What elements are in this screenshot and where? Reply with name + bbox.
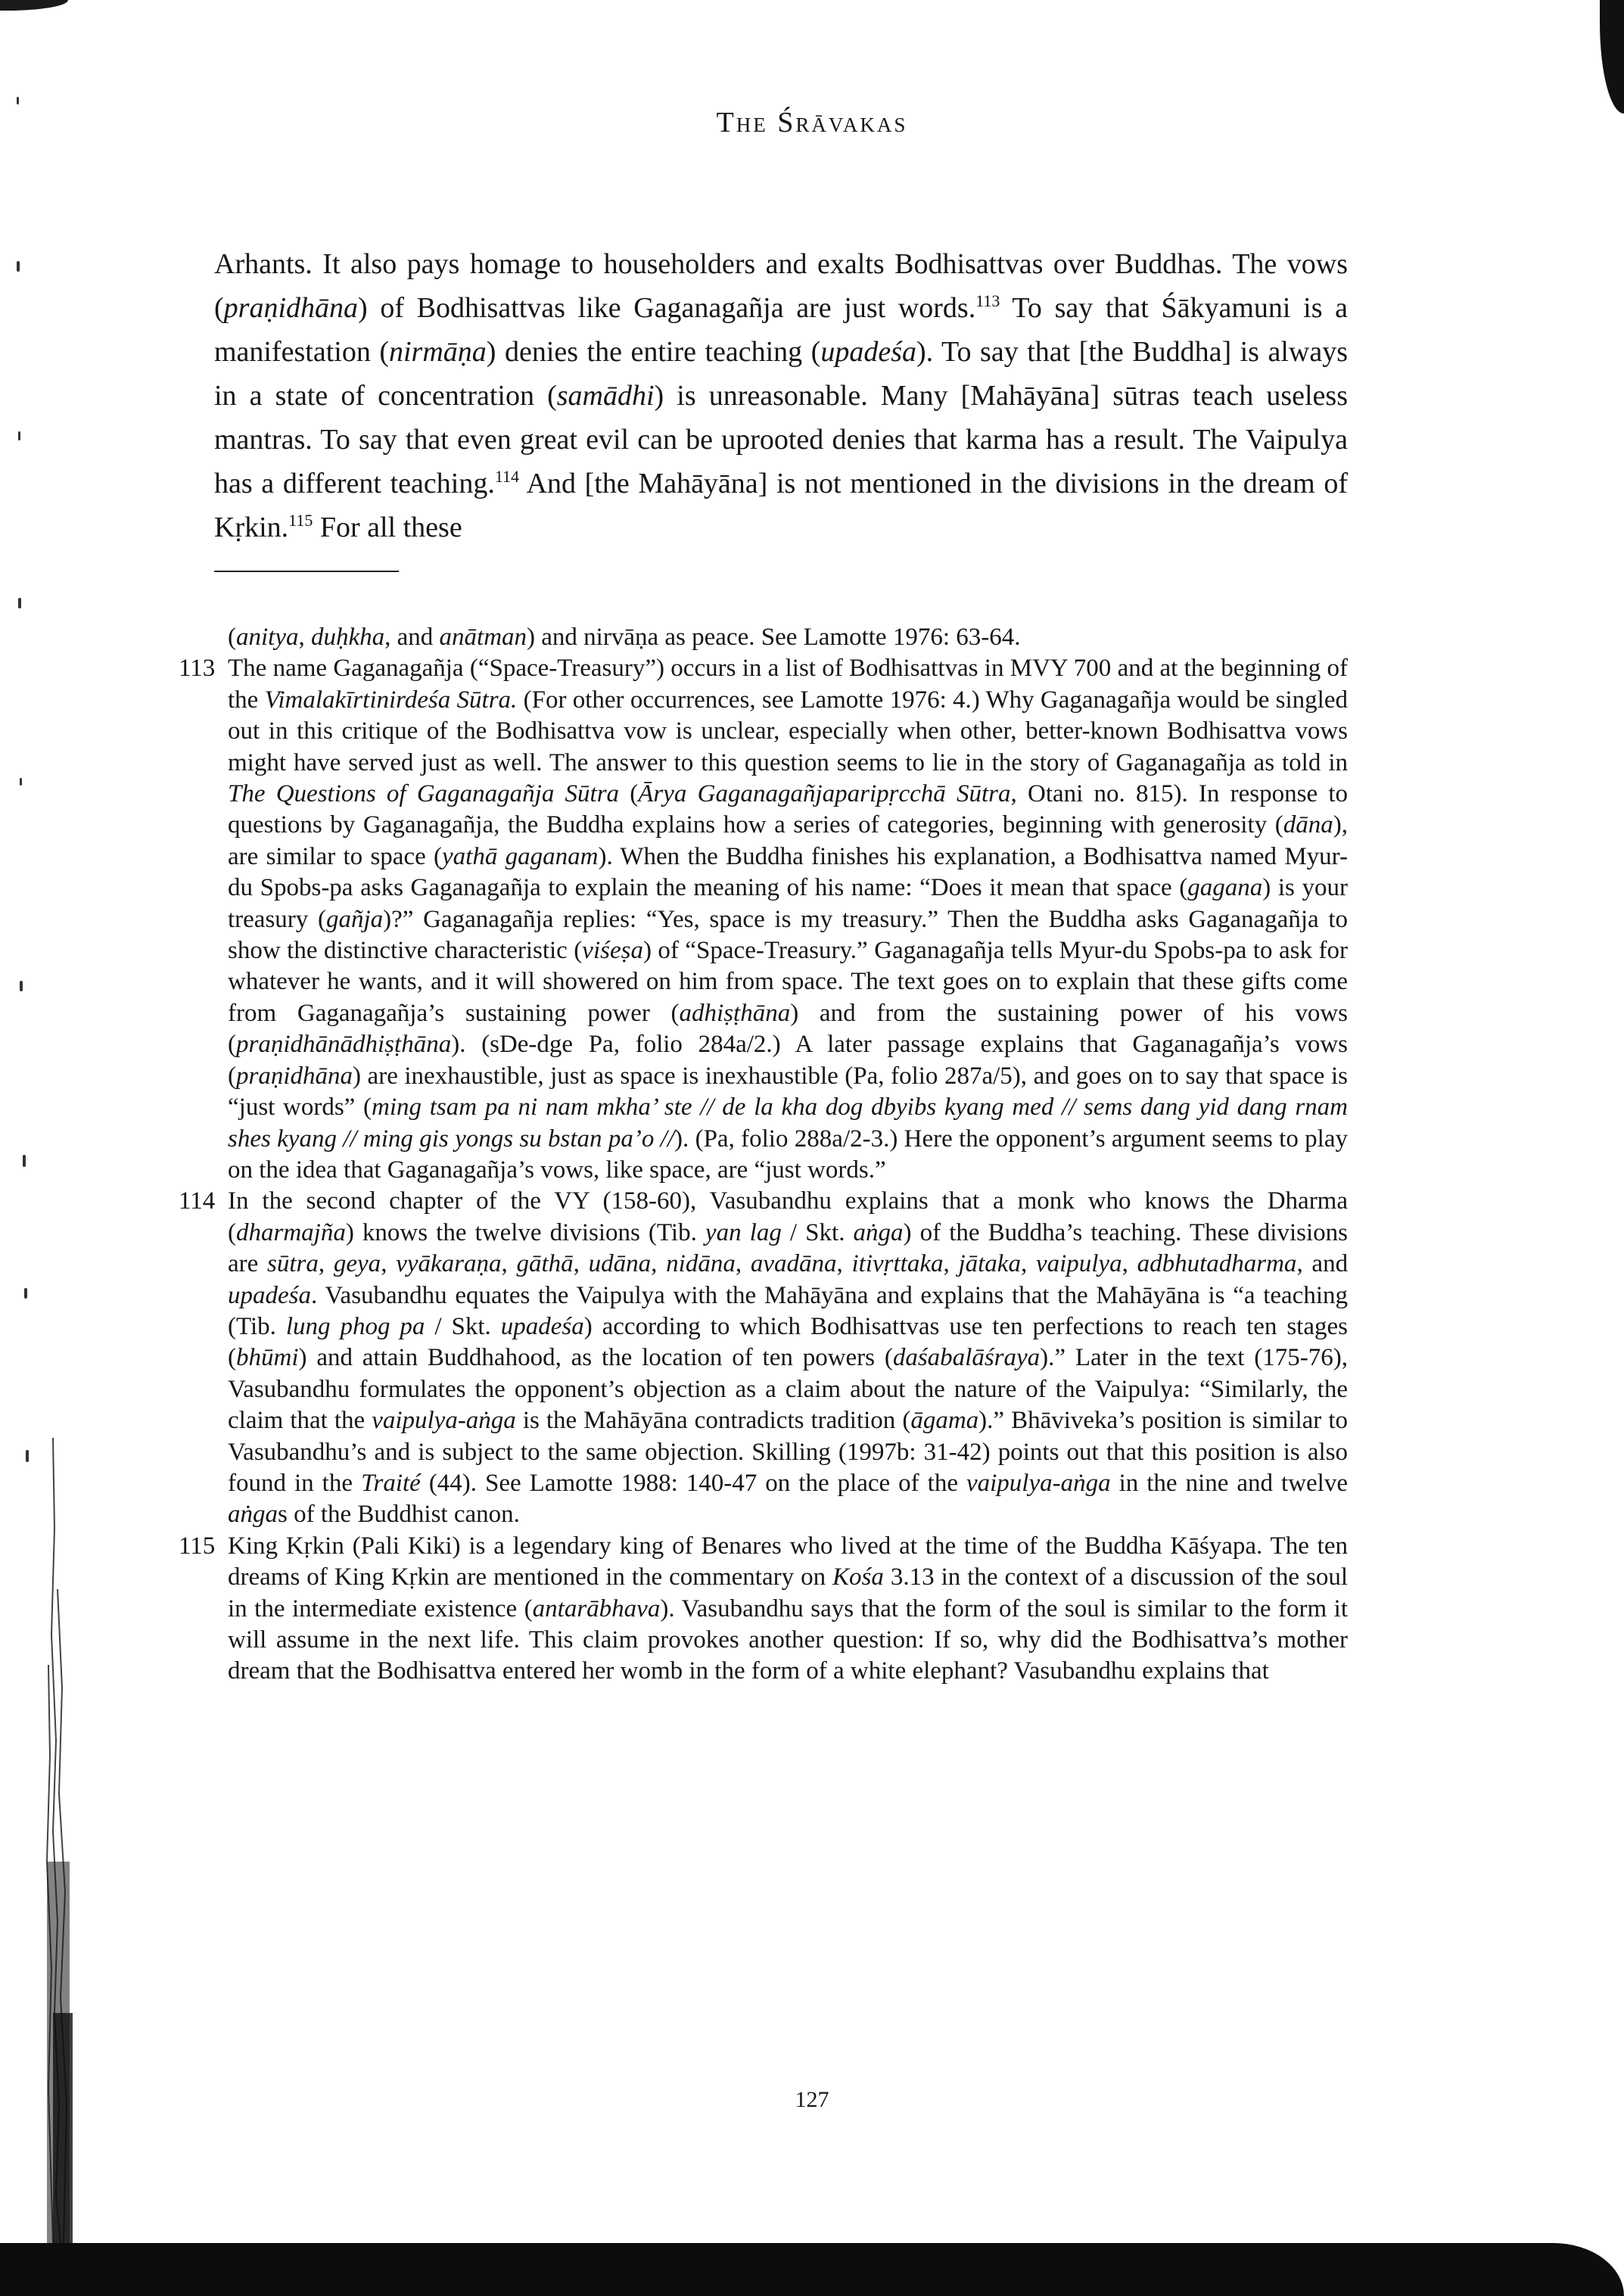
text-run: ). To say that [the Buddha] is always in a state of concentration ( <box>214 336 1348 412</box>
footnote-ref: 114 <box>494 467 520 486</box>
text-run: ). Vasubandhu says that the form of the soul is similar to the form it will assume in the next life. This claim provokes another question: If so, why did the Bodhisattva’s mother dream that the Bodhisattva entered her womb in the form of a white elephant? Vasubandhu explains that <box>228 1594 1348 1685</box>
footnote-continuation <box>179 622 1348 653</box>
text-run: ( <box>619 780 639 808</box>
text-run: , <box>381 1250 397 1278</box>
italic-term: gāthā <box>516 1250 574 1278</box>
italic-term: Vimalakīrtinirdeśa Sūtra. <box>264 686 518 714</box>
text-run: , <box>501 1250 517 1278</box>
footnote-number: 113 <box>179 655 216 683</box>
text-run: ) is unreasonable. Many [Mahāyāna] sūtras teach useless mantras. To say that even great evil can be uprooted denies that karma has a result. The Vaipulya has a different teaching. <box>214 380 1348 499</box>
italic-term: avadāna <box>750 1250 837 1278</box>
italic-term: vaipulya-aṅga <box>372 1407 516 1435</box>
italic-term: ming tsam pa ni nam mkha’ ste // de la kha dog dbyibs kyang med // sems dang yid dang rnam shes kyang // ming gis yongs su bstan pa’o // <box>228 1094 1348 1153</box>
italic-term: bhūmi <box>236 1344 299 1372</box>
italic-term: praṇidhāna <box>223 292 359 324</box>
text-run: In the second chapter of the VY (158-60), Vasubandhu explains that a monk who knows the Dharma ( <box>228 1187 1348 1246</box>
text-run: 3.13 in the context of a discussion of the soul in the intermediate existence ( <box>228 1563 1348 1622</box>
margin-mark <box>18 598 21 608</box>
footnote-ref: 115 <box>288 511 313 530</box>
text-run: in the nine and twelve <box>1110 1469 1348 1497</box>
scan-shadow-top-left <box>0 0 68 11</box>
body-text <box>214 242 1348 549</box>
text-run: ).” Bhāviveka’s position is similar to Vasubandhu’s and is subject to the same objection. Skilling (1997b: 31-42) points out that this position is also found in the <box>228 1407 1348 1497</box>
footnote-number: 115 <box>179 1532 216 1560</box>
text-run: . Vasubandhu equates the Vaipulya with the Mahāyāna and explains that the Mahāyāna is “a teaching (Tib. <box>228 1281 1348 1340</box>
text-run: / Skt. <box>425 1312 501 1340</box>
text-run: ). (sDe-dge Pa, folio 284a/2.) A later passage explains that Gaganagañja’s vows ( <box>228 1031 1348 1090</box>
italic-term: dāna <box>1283 811 1333 839</box>
scan-shadow-bottom <box>0 2243 1624 2296</box>
text-run: ). When the Buddha finishes his explanation, a Bodhisattva named Myur-du Spobs-pa asks Gaganagañja to explain the meaning of his name: “Does it mean that space ( <box>228 842 1348 902</box>
text-run: Arhants. It also pays homage to householders and exalts Bodhisattvas over Buddhas. The vows ( <box>214 248 1348 324</box>
italic-term: Ārya Gaganagañjaparipṛcchā Sūtra <box>638 780 1011 808</box>
italic-term: adhiṣṭhāna <box>679 999 791 1027</box>
italic-term: upadeśa <box>500 1312 584 1340</box>
margin-mark <box>26 1450 29 1462</box>
text-run: , <box>1020 1250 1036 1278</box>
italic-term: vaipulya <box>1035 1250 1122 1278</box>
italic-term: aṅga <box>853 1218 904 1246</box>
text-run: ( <box>228 624 236 651</box>
italic-term: upadeśa <box>820 336 916 368</box>
text-run: (For other occurrences, see Lamotte 1976: 4.) Why Gaganagañja would be singled out in this critique of the Bodhisattva vow is unclear, especially when other, better-known Bodhisattva vows might have served just as well. The answer to this question seems to lie in the story of Gaganagañja as told in <box>228 686 1348 776</box>
text-run: , <box>651 1250 667 1278</box>
italic-term: vaipulya-aṅga <box>966 1469 1111 1497</box>
text-run: And [the Mahāyāna] is not mentioned in the divisions in the dream of Kṛkin. <box>214 468 1348 543</box>
footnote-rule <box>214 571 399 572</box>
footnote-text <box>228 1186 1348 1530</box>
italic-term: Kośa <box>832 1563 884 1591</box>
italic-term: sūtra <box>267 1250 319 1278</box>
text-run: is the Mahāyāna contradicts tradition ( <box>515 1407 911 1435</box>
margin-mark <box>23 1155 26 1167</box>
italic-term: nidāna <box>666 1250 736 1278</box>
italic-term: vyākaraṇa <box>396 1250 502 1278</box>
footnote-text <box>228 653 1348 1186</box>
italic-term: jātaka <box>958 1250 1021 1278</box>
text-run: ), are similar to space ( <box>228 811 1348 870</box>
italic-term: viśeṣa <box>582 937 643 965</box>
text-run: (44). See Lamotte 1988: 140-47 on the place of the <box>420 1469 966 1497</box>
page-number: 127 <box>795 2087 829 2112</box>
italic-term: lung phog pa <box>285 1312 425 1340</box>
italic-term: udāna <box>588 1250 652 1278</box>
italic-term: adbhutadharma <box>1137 1250 1297 1278</box>
text-run: King Kṛkin (Pali Kiki) is a legendary king of Benares who lived at the time of the Buddha Kāśyapa. The ten dreams of King Kṛkin are mentioned in the commentary on <box>228 1532 1348 1591</box>
text-run: , and <box>384 624 440 651</box>
text-run: ) according to which Bodhisattvas use ten perfections to reach ten stages ( <box>228 1312 1348 1372</box>
italic-term: dharmajña <box>236 1218 346 1246</box>
text-run: , <box>735 1250 751 1278</box>
text-run: ) are inexhaustible, just as space is inexhaustible (Pa, folio 287a/5), and goes on to say that space is “just words” ( <box>228 1062 1348 1122</box>
running-head: The Śrāvakas <box>716 107 908 138</box>
text-run: s of the Buddhist canon. <box>278 1501 520 1529</box>
text-run: , <box>943 1250 959 1278</box>
footnote-114 <box>179 1186 1348 1530</box>
text-run: , <box>1122 1250 1137 1278</box>
margin-mark <box>18 431 20 440</box>
scan-shadow-top-right <box>1600 0 1624 114</box>
italic-term: praṇidhāna <box>236 1062 353 1090</box>
margin-mark <box>20 778 22 786</box>
text-run: , <box>836 1250 852 1278</box>
italic-term: duḥkha <box>310 624 385 651</box>
italic-term: gañja <box>325 905 384 933</box>
italic-term: aṅga <box>228 1501 278 1529</box>
italic-term: itivṛttaka <box>851 1250 944 1278</box>
text-run: / Skt. <box>781 1218 854 1246</box>
footnote-113 <box>179 653 1348 1186</box>
text-run: ) of Bodhisattvas like Gaganagañja are just words. <box>358 292 976 324</box>
text-run: )?” Gaganagañja replies: “Yes, space is my treasury.” Then the Buddha asks Gaganagañja to show the distinctive characteristic ( <box>228 905 1348 965</box>
italic-term: The Questions of Gaganagañja Sūtra <box>228 780 620 808</box>
text-run: , and <box>1296 1250 1349 1278</box>
italic-term: yan lag <box>705 1218 782 1246</box>
italic-term: yathā gaganam <box>442 842 599 870</box>
scan-binding-edge <box>0 1438 83 2243</box>
italic-term: samādhi <box>556 380 655 412</box>
italic-term: upadeśa <box>228 1281 311 1309</box>
text-run: ). (Pa, folio 288a/2-3.) Here the opponent’s argument seems to play on the idea that Gaganagañja’s vows, like space, are “just words.” <box>228 1125 1348 1184</box>
margin-mark <box>24 1288 27 1299</box>
italic-term: āgama <box>910 1407 979 1435</box>
margin-mark <box>17 97 19 104</box>
margin-mark <box>17 261 20 272</box>
text-run: For all these <box>313 512 462 543</box>
footnote-text <box>228 1531 1348 1688</box>
italic-term: geya <box>333 1250 381 1278</box>
text-run: ) of “Space-Treasury.” Gaganagañja tells Myur-du Spobs-pa to ask for whatever he wants, and it will showered on him from space. The text goes on to explain that these gifts come from Gaganagañja’s sustaining power ( <box>228 937 1348 1027</box>
text-run: ) denies the entire teaching ( <box>486 336 821 368</box>
text-run: , <box>573 1250 589 1278</box>
text-run: ) and attain Buddhahood, as the location of ten powers ( <box>298 1344 893 1372</box>
italic-term: anātman <box>439 624 527 651</box>
body-paragraph <box>214 242 1348 549</box>
italic-term: anitya <box>236 624 299 651</box>
italic-term: daśabalāśraya <box>892 1344 1041 1372</box>
text-run: ).” Later in the text (175-76), Vasubandhu formulates the opponent’s objection as a claim about the nature of the Vaipulya: “Similarly, the claim that the <box>228 1344 1348 1435</box>
text-run: ) knows the twelve divisions (Tib. <box>345 1218 705 1246</box>
text-run: , Otani no. 815). In response to questions by Gaganagañja, the Buddha explains how a series of categories, beginning with generosity ( <box>228 780 1348 839</box>
text-run: The name Gaganagañja (“Space-Treasury”) occurs in a list of Bodhisattvas in MVY 700 and at the beginning of the <box>228 655 1348 714</box>
italic-term: antarābhava <box>532 1594 661 1622</box>
text-run: , <box>298 624 311 651</box>
footnote-number: 114 <box>179 1187 216 1215</box>
italic-term: nirmāṇa <box>389 336 487 368</box>
text-run: , <box>318 1250 334 1278</box>
margin-mark <box>20 981 23 991</box>
text-run: ) is your treasury ( <box>228 874 1348 933</box>
text-run: To say that Śākyamuni is a manifestation ( <box>214 292 1349 368</box>
text-run: ) and from the sustaining power of his vows ( <box>228 999 1349 1059</box>
footnote-ref: 113 <box>975 291 1000 310</box>
italic-term: Traité <box>360 1469 421 1497</box>
footnote-115 <box>179 1531 1348 1688</box>
text-run: ) and nirvāṇa as peace. See Lamotte 1976: 63-64. <box>527 624 1021 651</box>
italic-term: gagana <box>1187 874 1263 902</box>
footnotes <box>179 622 1348 1688</box>
italic-term: praṇidhānādhiṣṭhāna <box>236 1031 452 1059</box>
text-run: ) of the Buddha’s teaching. These divisions are <box>228 1218 1348 1278</box>
